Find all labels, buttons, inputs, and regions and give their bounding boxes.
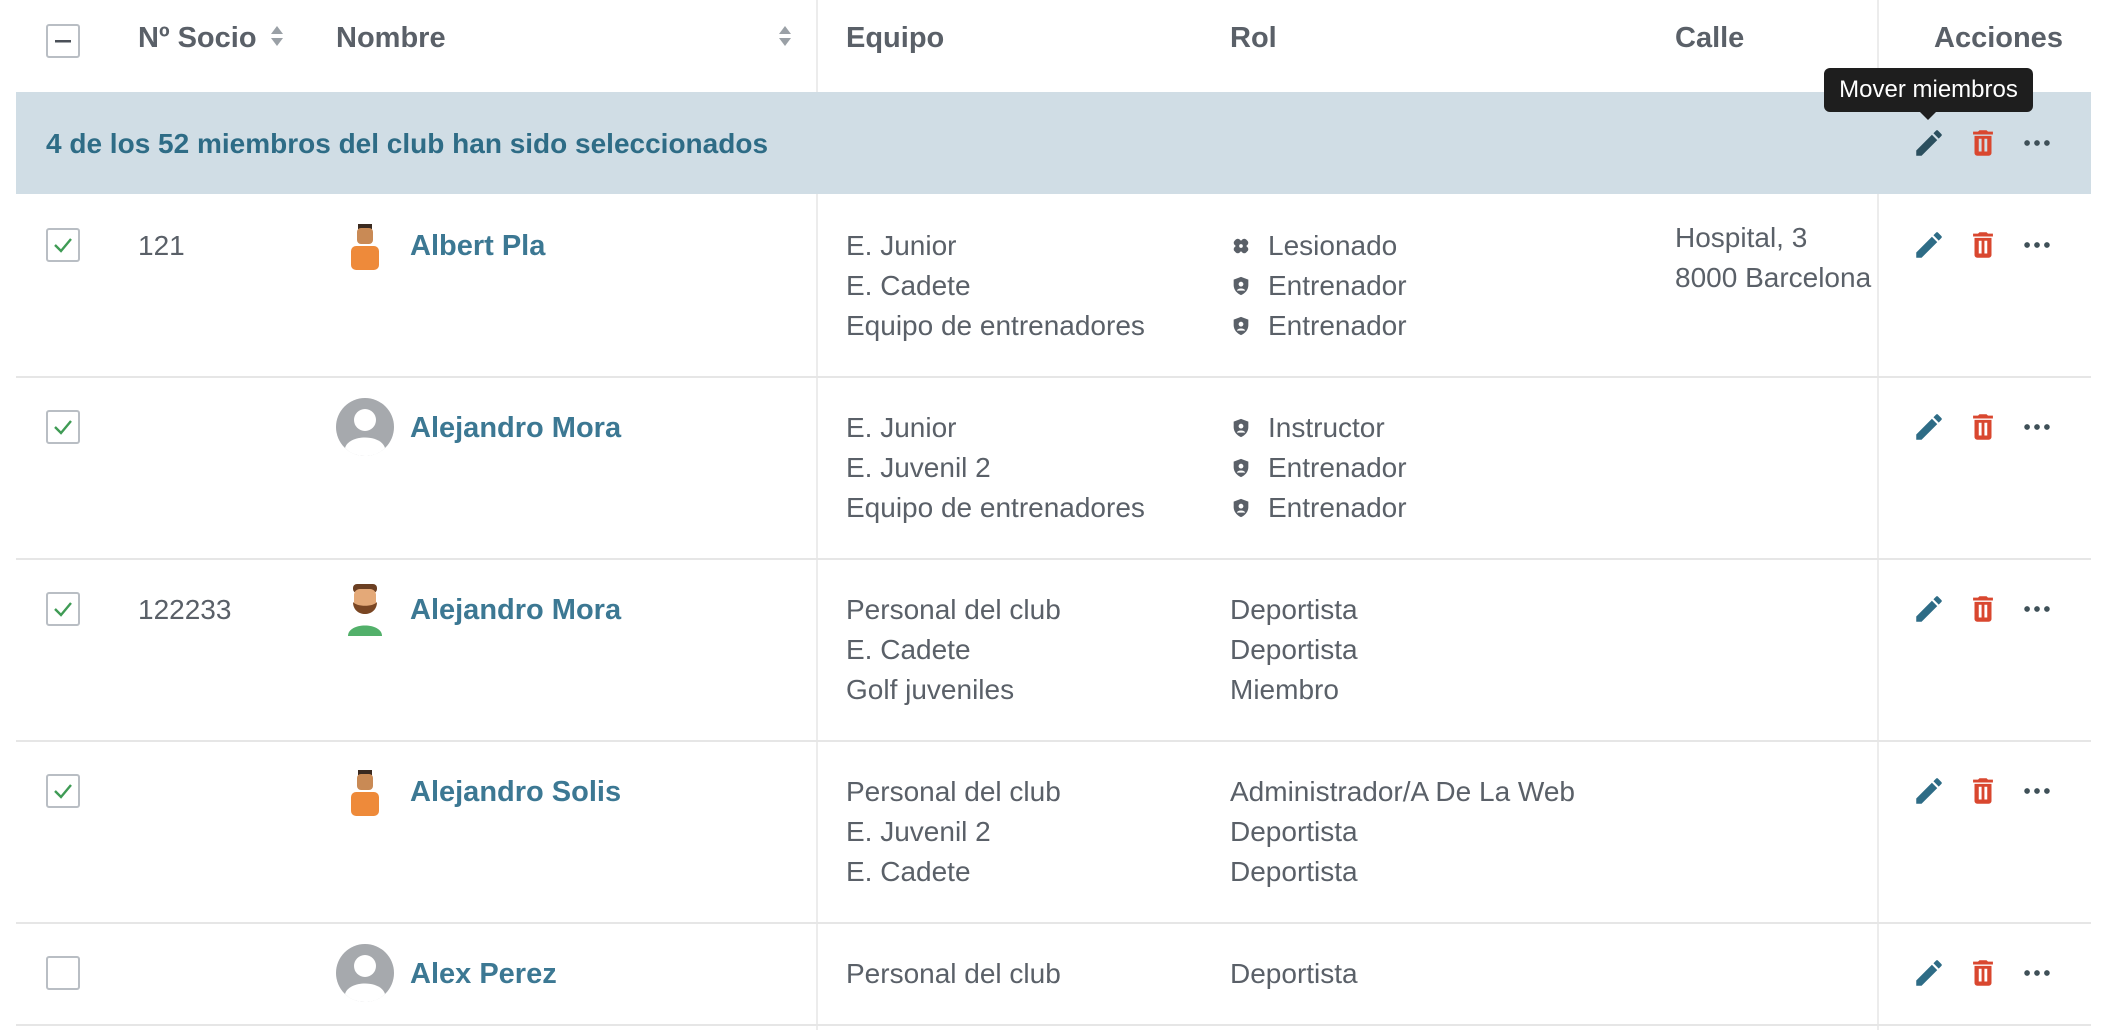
member-name-link[interactable]: Alejandro Mora	[410, 594, 622, 626]
role-text: Entrenador	[1268, 270, 1407, 301]
row-checkbox[interactable]	[46, 592, 80, 626]
move-members-button[interactable]	[1912, 126, 1946, 160]
delete-button[interactable]	[1966, 228, 2000, 262]
default-user-avatar	[336, 398, 394, 456]
role-item	[1230, 408, 1407, 448]
shield-icon	[1230, 315, 1252, 337]
team-list	[846, 590, 1061, 710]
role-text: Entrenador	[1268, 492, 1407, 523]
team-list	[846, 954, 1061, 994]
table-row	[16, 376, 2091, 560]
move-members-tooltip: Mover miembros	[1824, 68, 2033, 112]
team-item: Personal del club	[846, 776, 1061, 807]
team-list	[846, 226, 1145, 346]
role-item	[1230, 226, 1407, 266]
team-item: Personal del club	[846, 958, 1061, 989]
table-row	[16, 740, 2091, 924]
header-rol: Rol	[1230, 22, 1277, 54]
edit-button[interactable]	[1912, 774, 1946, 808]
check-icon	[52, 598, 74, 620]
role-text: Instructor	[1268, 412, 1385, 443]
more-options-icon[interactable]	[2020, 956, 2054, 990]
role-item: Deportista	[1230, 594, 1358, 625]
delete-button[interactable]	[1966, 774, 2000, 808]
role-item	[1230, 448, 1407, 488]
role-list	[1230, 772, 1575, 892]
shield-icon	[1230, 497, 1252, 519]
check-icon	[52, 780, 74, 802]
more-options-icon[interactable]	[2020, 592, 2054, 626]
selection-banner	[16, 92, 2091, 194]
boy-orange-avatar	[336, 764, 394, 822]
row-checkbox[interactable]	[46, 228, 80, 262]
header-nombre[interactable]: Nombre	[336, 22, 446, 54]
edit-button[interactable]	[1912, 410, 1946, 444]
team-item: E. Cadete	[846, 270, 971, 301]
role-list	[1230, 590, 1358, 710]
row-checkbox[interactable]	[46, 410, 80, 444]
sort-icon[interactable]	[270, 24, 284, 48]
delete-button[interactable]	[1966, 592, 2000, 626]
role-text: Entrenador	[1268, 310, 1407, 341]
role-text: Lesionado	[1268, 230, 1398, 261]
more-options-icon[interactable]	[2020, 126, 2054, 160]
team-item: Equipo de entrenadores	[846, 310, 1145, 341]
table-header	[16, 0, 2091, 95]
team-list	[846, 772, 1061, 892]
edit-button[interactable]	[1912, 956, 1946, 990]
more-options-icon[interactable]	[2020, 774, 2054, 808]
team-item: E. Junior	[846, 230, 957, 261]
member-number: 122233	[138, 594, 232, 625]
header-socio[interactable]: Nº Socio	[138, 22, 257, 54]
team-item: E. Junior	[846, 412, 957, 443]
select-all-checkbox[interactable]	[46, 24, 80, 58]
boy-orange-avatar	[336, 218, 394, 276]
default-user-avatar	[336, 944, 394, 1002]
address	[1675, 218, 1871, 298]
check-icon	[52, 234, 74, 256]
member-name-link[interactable]: Alex Perez	[410, 958, 557, 990]
table-row	[16, 194, 2091, 378]
delete-button[interactable]	[1966, 956, 2000, 990]
bulk-delete-button[interactable]	[1966, 126, 2000, 160]
more-options-icon[interactable]	[2020, 228, 2054, 262]
member-name-link[interactable]: Albert Pla	[410, 230, 546, 262]
role-list	[1230, 226, 1407, 346]
role-item: Deportista	[1230, 634, 1358, 665]
table-row	[16, 922, 2091, 1026]
role-item: Deportista	[1230, 856, 1358, 887]
role-item: Deportista	[1230, 816, 1358, 847]
role-text: Entrenador	[1268, 452, 1407, 483]
team-list	[846, 408, 1145, 528]
sort-icon[interactable]	[778, 24, 792, 48]
address-line: 8000 Barcelona	[1675, 262, 1872, 293]
bearded-man-avatar	[336, 578, 394, 636]
table-row	[16, 558, 2091, 742]
row-checkbox[interactable]	[46, 956, 80, 990]
more-options-icon[interactable]	[2020, 410, 2054, 444]
check-icon	[52, 416, 74, 438]
delete-button[interactable]	[1966, 410, 2000, 444]
selection-count-text: 4 de los 52 miembros del club han sido seleccionados	[46, 128, 769, 159]
team-item: E. Juvenil 2	[846, 452, 991, 483]
team-item: Golf juveniles	[846, 674, 1015, 705]
role-item: Administrador/A De La Web	[1230, 776, 1575, 807]
team-item: Personal del club	[846, 594, 1061, 625]
role-list	[1230, 954, 1358, 994]
member-number: 121	[138, 230, 185, 261]
role-item: Miembro	[1230, 674, 1339, 705]
team-item: E. Cadete	[846, 856, 971, 887]
header-calle: Calle	[1675, 22, 1745, 54]
header-acciones: Acciones	[1934, 22, 2063, 54]
team-item: E. Juvenil 2	[846, 816, 991, 847]
indeterminate-icon	[52, 30, 74, 52]
team-item: E. Cadete	[846, 634, 971, 665]
member-name-link[interactable]: Alejandro Solis	[410, 776, 622, 808]
bandage-icon	[1230, 235, 1252, 257]
role-item	[1230, 306, 1407, 346]
row-checkbox[interactable]	[46, 774, 80, 808]
member-name-link[interactable]: Alejandro Mora	[410, 412, 622, 444]
shield-icon	[1230, 457, 1252, 479]
team-item: Equipo de entrenadores	[846, 492, 1145, 523]
role-item	[1230, 488, 1407, 528]
tooltip-arrow	[1918, 110, 1938, 120]
edit-button[interactable]	[1912, 592, 1946, 626]
address-line: Hospital, 3	[1675, 222, 1808, 253]
edit-button[interactable]	[1912, 228, 1946, 262]
header-equipo: Equipo	[846, 22, 945, 54]
role-item	[1230, 266, 1407, 306]
role-list	[1230, 408, 1407, 528]
role-item: Deportista	[1230, 958, 1358, 989]
shield-icon	[1230, 417, 1252, 439]
shield-icon	[1230, 275, 1252, 297]
